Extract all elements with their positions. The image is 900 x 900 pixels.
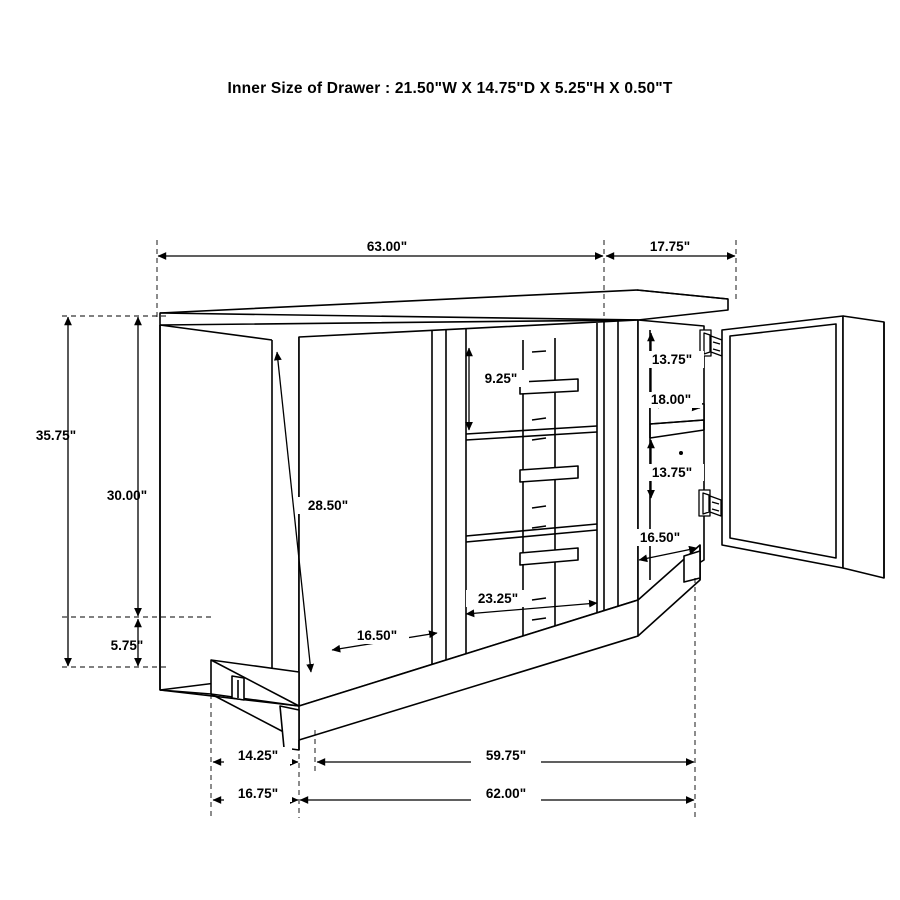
label-top-width-door: 17.75" <box>649 239 691 254</box>
label-top-width-main: 63.00" <box>366 239 408 254</box>
label-height-overall: 35.75" <box>35 428 77 443</box>
label-drawer-front-height: 9.25" <box>484 371 518 386</box>
label-height-body: 30.00" <box>106 488 148 503</box>
page-title: Inner Size of Drawer : 21.50"W X 14.75"D X 5.25"H X 0.50"T <box>227 80 673 97</box>
furniture-outline <box>160 290 884 750</box>
label-door-depth: 16.50" <box>639 530 681 545</box>
label-door-lower-height: 13.75" <box>651 465 693 480</box>
label-drawer-section-width: 23.25" <box>477 591 519 606</box>
label-base-width-outer: 62.00" <box>485 786 527 801</box>
label-base-width-inner: 59.75" <box>485 748 527 763</box>
label-base-side: 16.75" <box>237 786 279 801</box>
hinge-lower <box>699 490 721 516</box>
label-shelf-depth: 18.00" <box>650 392 692 407</box>
label-base-front-left: 14.25" <box>237 748 279 763</box>
label-side-panel-depth: 16.50" <box>356 628 398 643</box>
label-side-panel-height: 28.50" <box>307 498 349 513</box>
label-door-upper-height: 13.75" <box>651 352 693 367</box>
label-height-leg: 5.75" <box>110 638 144 653</box>
